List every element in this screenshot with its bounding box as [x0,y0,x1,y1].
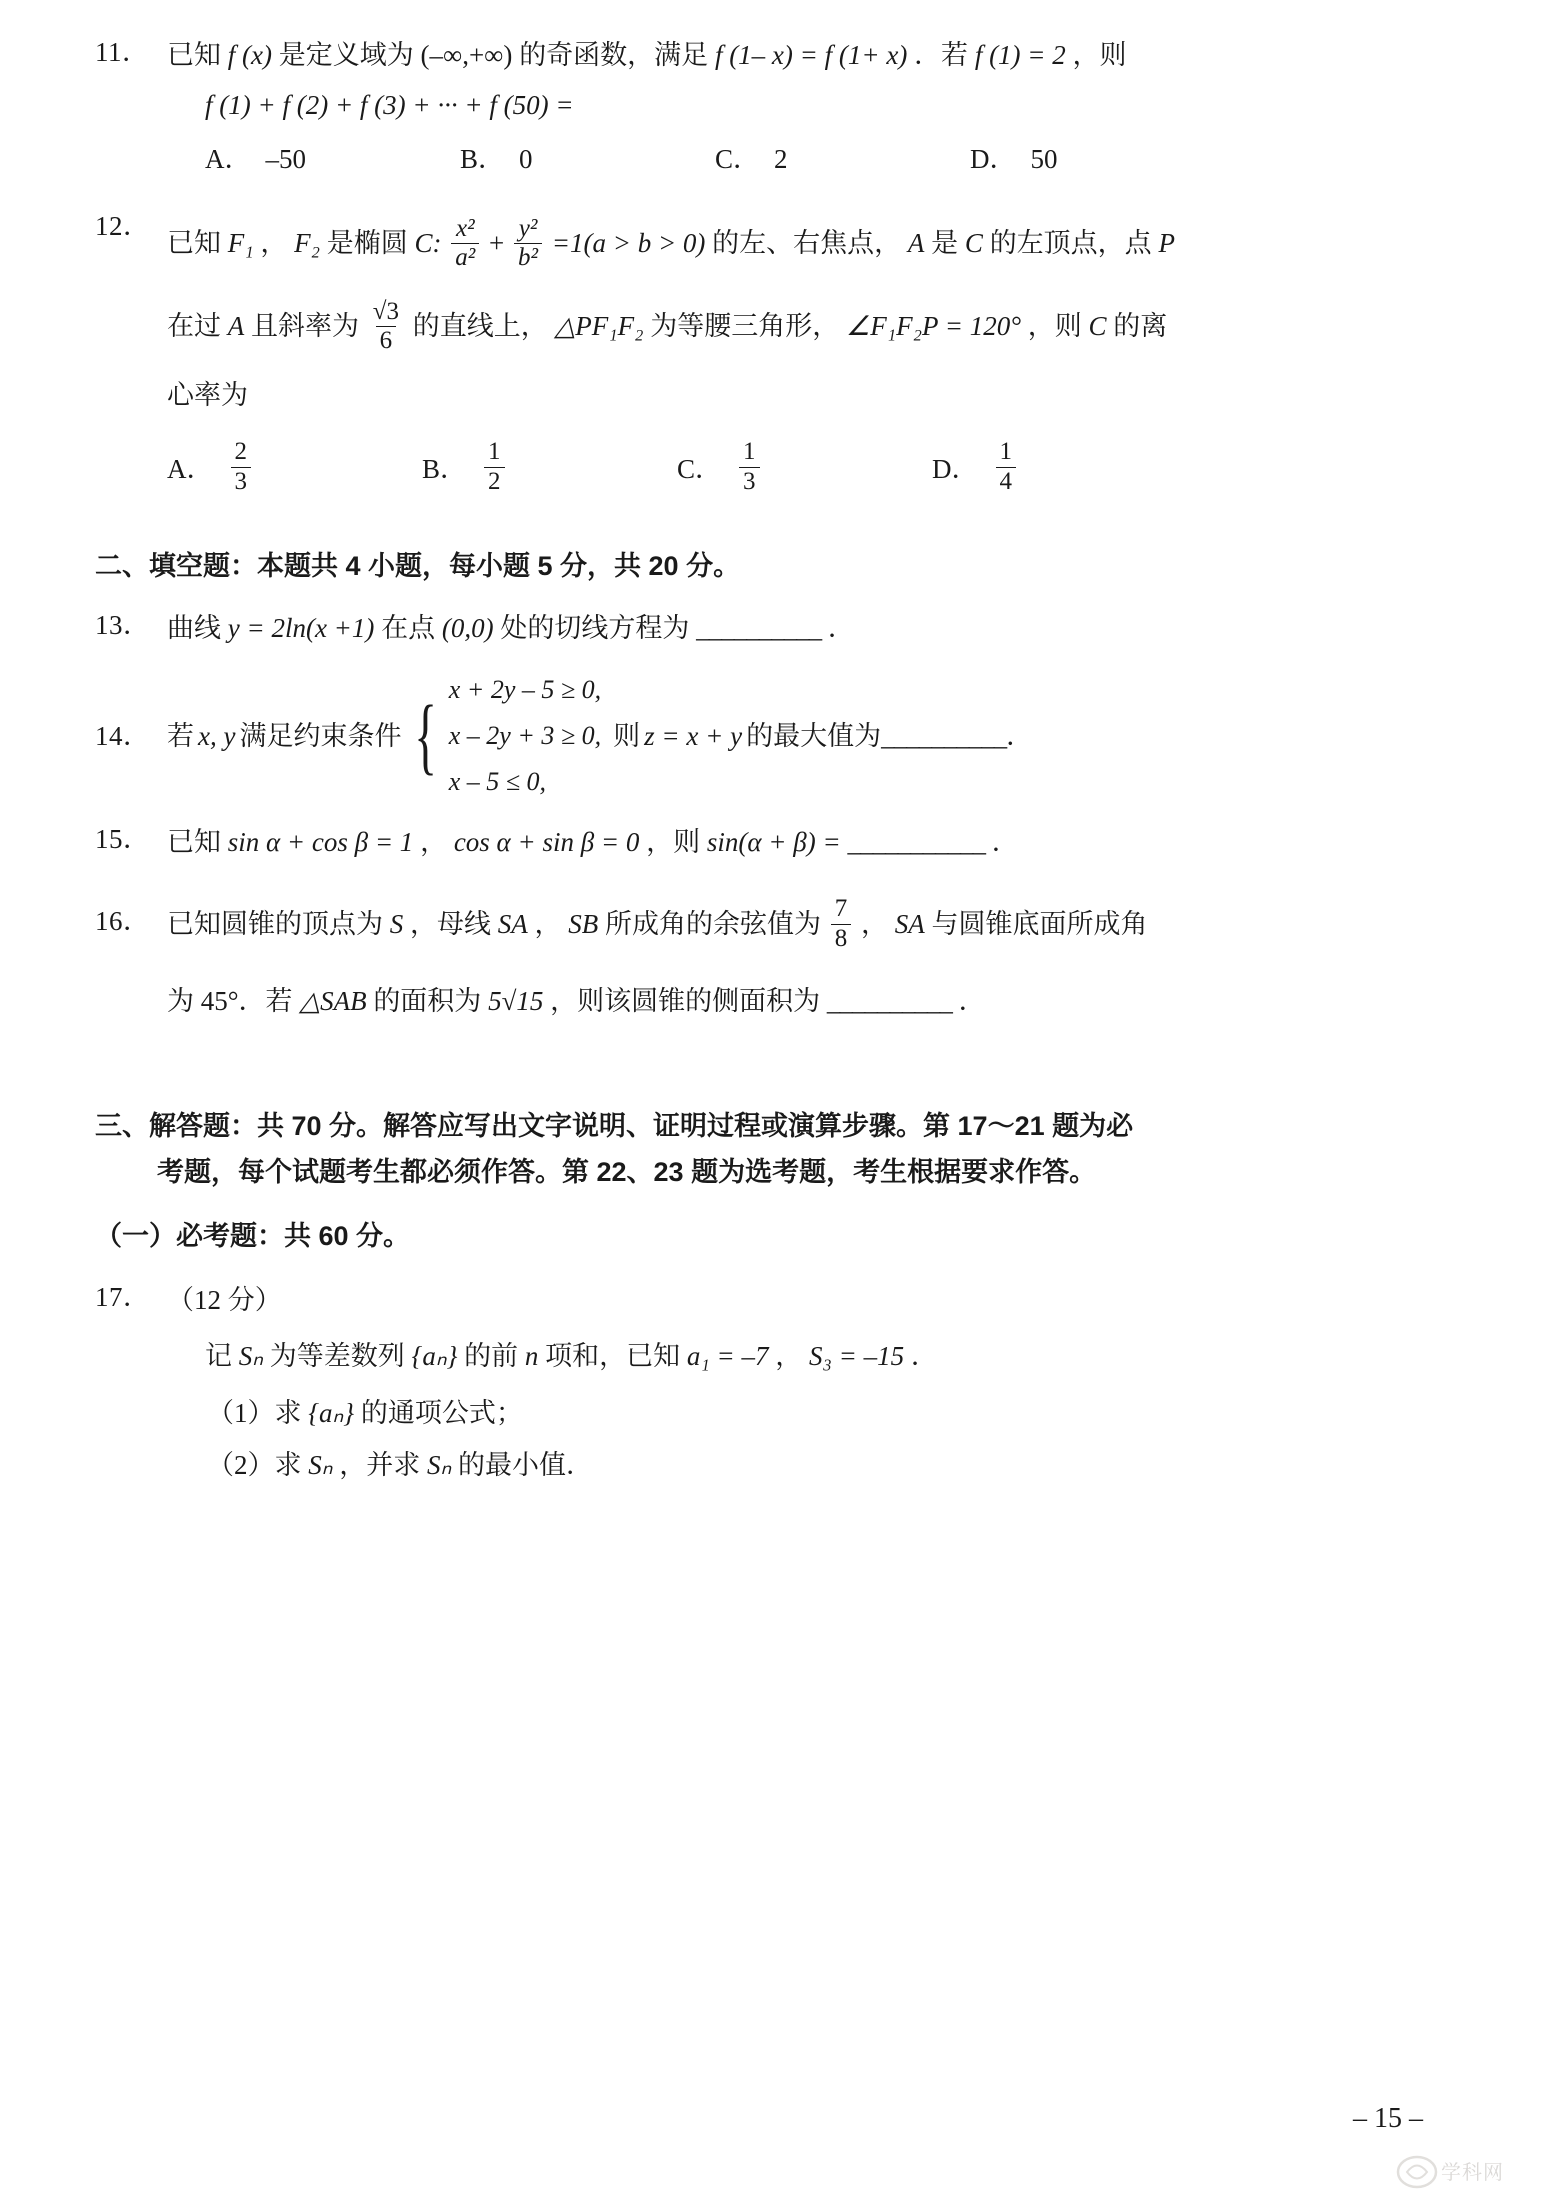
option-b-value: $\frac{1}{2}$ [484,438,505,497]
triangle-pf1f2: △PF₁F₂ [554,311,644,341]
partial-sum-sn-ref-1: Sₙ [308,1449,333,1480]
apex-s: S [389,908,404,939]
option-c-value: $\frac{1}{3}$ [739,438,760,497]
question-17-score: （12 分） [167,1284,282,1315]
cosine-value-fraction: $\frac{7}{8}$ [831,895,852,954]
trig-equation-2: cos α + sin β = 0 [453,826,640,857]
option-c-label: C． [677,454,723,485]
variables-xy: x, y [198,720,236,751]
question-13 [95,603,1455,653]
option-b-label: B． [460,144,506,174]
option-d[interactable] [932,440,1187,499]
sequence-an-ref: {aₙ} [308,1397,355,1428]
option-a[interactable] [205,136,460,182]
s3-value: S₃ = –15 [808,1340,905,1371]
tangent-point: (0,0) [441,612,494,643]
ellipse-equation-rhs: =1(a > b > 0) [551,228,706,258]
answer-blank-13[interactable]: __________ [696,612,822,643]
sequence-an: {aₙ} [411,1340,458,1371]
option-c-value: 2 [774,144,788,174]
option-d-value: 50 [1030,144,1058,174]
question-16-line-1: 已知圆锥的顶点为 S ，母线 SA ， SB 所成角的余弦值为 $\frac{7}{8}$ ， SA 与圆锥底面所成角 [167,895,1148,952]
question-16-number: 16． [95,905,151,936]
page-number: – 15 – [1353,2103,1423,2134]
a1-value: a₁ = –7 [686,1340,769,1371]
option-d-label: D． [932,454,979,485]
question-15-text: 已知 sin α + cos β = 1 ， cos α + sin β = 0 ，则 sin(α + β) = ___________ ． [167,826,1019,857]
question-14-number: 14． [95,720,151,751]
section-3-line-3: （一）必考题：共 60 分。 [95,1220,411,1251]
angle-f1f2p: ∠F₁F₂P = 120° [846,311,1021,341]
option-c[interactable] [677,440,932,499]
page-content [95,30,1455,1495]
question-12-line-1: 已知 F₁ ， F₂ 是椭圆 C: $\frac{\text{x²}}{\text{a²}}$ + $\frac{\text{y²}}{\text{b²}}$ =1(a > b > 0) 的左、右焦点， A 是 C 的左顶点，点 P [167,214,1175,272]
curve-c-ref: C [1088,311,1107,341]
question-11-number: 11． [95,37,150,67]
question-12-line-2: 在过 A 且斜率为 $\frac{√3}{6}$ 的直线上， △PF₁F₂ 为等腰三角形， ∠F₁F₂P = 120° ，则 C 的离 [167,297,1168,355]
answer-blank-16[interactable]: __________ [826,985,952,1016]
option-d-label: D． [970,144,1017,174]
left-brace-icon: { [414,687,438,784]
question-11 [95,30,1455,182]
section-2-title: 二、填空题：本题共 4 小题，每小题 5 分，共 20 分。 [95,550,741,581]
question-14 [95,667,1455,805]
question-16-line-2: 为 45°．若 △SAB 的面积为 5√15 ，则该圆锥的侧面积为 __________ ． [167,985,986,1016]
curve-equation: y = 2ln(x +1) [227,612,375,643]
question-15 [95,817,1455,867]
option-b-label: B． [422,454,468,485]
question-12-line-3: 心率为 [167,380,248,410]
question-11-options [167,136,1455,182]
constraint-system [449,667,601,805]
triangle-sab: △SAB [299,985,367,1016]
point-p: P [1158,228,1175,258]
question-17-part-1: （1）求 {aₙ} 的通项公式； [207,1397,523,1428]
watermark-logo [1395,2151,1515,2193]
functional-equation: f (1– x) = f (1+ x) [714,40,908,70]
domain-interval: (–∞,+∞) [420,40,513,70]
question-11-line-1: 已知 f (x) 是定义域为 (–∞,+∞) 的奇函数，满足 f (1– x) = f (1+ x) ．若 f (1) = 2 ，则 [167,40,1127,70]
fraction-y2-b2: $\frac{\text{y²}}{\text{b²}}$ [514,215,542,274]
question-17-number: 17． [95,1281,151,1312]
option-c-label: C． [715,144,761,174]
section-3-line-1: 三、解答题：共 70 分。解答应写出文字说明、证明过程或演算步骤。第 17～21 题为必 [95,1110,1134,1141]
focus-f1: F₁ [227,228,254,258]
generatrix-sb: SB [568,908,599,939]
question-12 [95,204,1455,499]
ellipse-c-label: C: [414,228,442,258]
constraint-1: x + 2y – 5 ≥ 0, [448,674,602,704]
answer-blank-15[interactable]: ___________ [847,826,985,857]
option-a-label: A． [205,144,252,174]
option-d[interactable] [970,136,1225,182]
trig-equation-1: sin α + cos β = 1 [227,826,414,857]
option-d-value: $\frac{1}{4}$ [996,438,1017,497]
question-15-number: 15． [95,823,151,854]
question-17-part-2: （2）求 Sₙ ，并求 Sₙ 的最小值． [207,1449,594,1480]
option-b-value: 0 [519,144,533,174]
question-13-number: 13． [95,609,151,640]
generatrix-sa: SA [497,908,528,939]
curve-c: C [964,228,983,258]
trig-target: sin(α + β) = [706,826,841,857]
option-b[interactable] [422,440,677,499]
fx-symbol: f (x) [227,40,272,70]
focus-f2: F₂ [294,228,321,258]
option-a-value: $\frac{2}{3}$ [231,438,252,497]
generatrix-sa-ref: SA [894,908,925,939]
question-12-number: 12． [95,211,151,241]
option-b[interactable] [460,136,715,182]
option-a-value: –50 [265,144,306,174]
f1-value: f (1) = 2 [974,40,1066,70]
option-a-label: A． [167,454,214,485]
section-3-line-2: 考题，每个试题考生都必须作答。第 22、23 题为选考题，考生根据要求作答。 [157,1156,1097,1187]
question-17 [95,1275,1455,1491]
slope-fraction: $\frac{√3}{6}$ [372,297,399,355]
question-17-stem: 记 Sₙ 为等差数列 {aₙ} 的前 n 项和，已知 a₁ = –7 ， S₃ = –15 ． [205,1340,938,1371]
option-c[interactable] [715,136,970,182]
index-n: n [524,1340,539,1371]
question-14-text: 若 x, y 满足约束条件 { x + 2y – 5 ≥ 0, x – 2y + 3 ≥ 0, x – 5 ≤ 0, 则 z = x + y 的最大值为 __________ ． [167,667,1455,805]
fraction-x2-a2: $\frac{\text{x²}}{\text{a²}}$ [451,215,479,274]
point-a: A [907,228,925,258]
option-a[interactable] [167,440,422,499]
answer-blank-14[interactable]: __________ [881,720,1007,751]
svg-text:学科网: 学科网 [1441,2162,1504,2184]
point-a-ref: A [227,311,245,341]
question-11-sum-expression: f (1) + f (2) + f (3) + ··· + f (50) = [205,90,574,120]
partial-sum-sn: Sₙ [238,1340,264,1371]
question-12-options [167,440,1455,499]
question-16 [95,885,1455,1039]
partial-sum-sn-ref-2: Sₙ [427,1449,452,1480]
objective-function: z = x + y [644,720,743,751]
constraint-3: x – 5 ≤ 0, [448,766,547,796]
triangle-area-value: 5√15 [488,985,544,1016]
question-13-text: 曲线 y = 2ln(x +1) 在点 (0,0) 处的切线方程为 __________ ． [167,612,855,643]
constraint-2: x – 2y + 3 ≥ 0, [448,720,602,750]
